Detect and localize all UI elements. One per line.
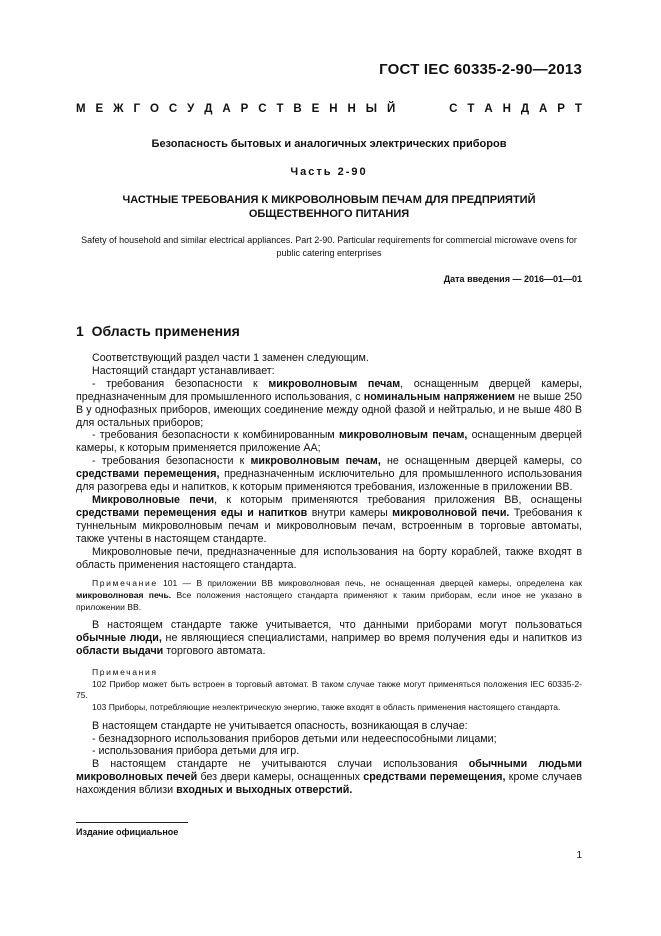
document-title: Безопасность бытовых и аналогичных электрических приборов bbox=[151, 138, 507, 150]
heading-letter: Д bbox=[204, 103, 213, 115]
heading-letter: Г bbox=[133, 103, 141, 115]
heading-letter: Й bbox=[386, 103, 396, 115]
paragraph: - требования безопасности к комбинированным микроволновым печам, оснащенным дверцей камеры, к которым применяется приложение АА; bbox=[76, 429, 583, 455]
heading-letter: Ы bbox=[365, 103, 378, 115]
heading-letter: А bbox=[538, 103, 548, 115]
section-heading bbox=[76, 323, 240, 339]
paragraph: В настоящем стандарте не учитываются случаи использования обычными людьми микроволновых печей без двери камеры, оснащенных средствами перемещения, кроме случаев нахождения вблизи входных и выходных отверстий. bbox=[76, 758, 583, 797]
document-part: Часть 2-90 bbox=[290, 166, 368, 178]
paragraph: Настоящий стандарт устанавливает: bbox=[92, 364, 275, 377]
introduction-date: Дата введения — 2016—01—01 bbox=[443, 274, 582, 284]
heading-letter: У bbox=[187, 103, 195, 115]
heading-letter: Т bbox=[467, 103, 475, 115]
page-number: 1 bbox=[576, 850, 582, 861]
heading-word-gap bbox=[405, 103, 439, 115]
heading-letter: Н bbox=[329, 103, 338, 115]
heading-letter: С bbox=[168, 103, 178, 115]
paragraph: Микроволновые печи, к которым применяются требования приложения ВВ, оснащены средствами перемещения еды и напитков внутри камеры микроволновой печи. Требования к туннельным микроволновым печам и микроволновым печам, встроенным в торговые автоматы, также учтены в настоящем стандарте. bbox=[76, 493, 582, 545]
paragraph: - использования прибора детьми для игр. bbox=[92, 745, 300, 758]
heading-letter: С bbox=[449, 103, 458, 115]
note-102: 102 Прибор может быть встроен в торговый автомат. В таком случае также могут применяться положения IEC 60335-2-75. bbox=[76, 678, 582, 701]
heading-letter: С bbox=[258, 103, 267, 115]
heading-letter: Д bbox=[520, 103, 530, 115]
section-number: 1 bbox=[76, 323, 84, 339]
heading-letter: Н bbox=[347, 103, 356, 115]
heading-letter: Р bbox=[240, 103, 249, 115]
interstate-standard-heading bbox=[76, 103, 582, 115]
notes-heading: Примечания bbox=[92, 666, 158, 677]
document-subtitle: ЧАСТНЫЕ ТРЕБОВАНИЯ К МИКРОВОЛНОВЫМ ПЕЧАМ ДЛЯ ПРЕДПРИЯТИЙ ОБЩЕСТВЕННОГО ПИТАНИЯ bbox=[122, 194, 536, 220]
heading-letter: Ж bbox=[113, 103, 124, 115]
heading-letter: Р bbox=[557, 103, 565, 115]
heading-letter: А bbox=[484, 103, 493, 115]
footer-divider bbox=[76, 822, 188, 823]
heading-letter: Е bbox=[311, 103, 320, 115]
section-title: Область применения bbox=[91, 323, 240, 339]
heading-letter: Н bbox=[502, 103, 511, 115]
section-body bbox=[76, 352, 582, 797]
heading-letter: О bbox=[149, 103, 159, 115]
note-101: Примечание 101 — В приложении ВВ микроволновая печь, не оснащенная дверцей камеры, определена как микроволновая печь. Все положения настоящего стандарта применяют к таким приборам, если иное не указано в приложении ВВ. bbox=[76, 578, 582, 612]
heading-letter: М bbox=[76, 103, 86, 115]
paragraph: - требования безопасности к микроволновым печам, оснащенным дверцей камеры, предназначенным для промышленного использования, с номинальным напряжением не выше 250 В у однофазных приборов, имеющих соединение между одной фазой и нейтралью, и не выше 480 В для остальных приборов; bbox=[76, 377, 582, 429]
note-103: 103 Приборы, потребляющие неэлектрическую энергию, также входят в область применения настоящего стандарта. bbox=[92, 702, 561, 712]
heading-letter: Т bbox=[276, 103, 284, 115]
heading-letter: А bbox=[222, 103, 231, 115]
heading-letter: В bbox=[293, 103, 302, 115]
paragraph: Микроволновые печи, предназначенные для использования на борту кораблей, также входят в область применения настоящего стандарта. bbox=[76, 545, 582, 571]
document-code: ГОСТ IEC 60335-2-90—2013 bbox=[379, 61, 582, 78]
paragraph: В настоящем стандарте также учитывается, что данными приборами могут пользоваться обычные люди, не являющиеся специалистами, например во время получения еды и напитков из области выдачи торгового автомата. bbox=[76, 619, 582, 657]
paragraph: - требования безопасности к микроволновым печам, не оснащенным дверцей камеры, со средствами перемещения, предназначенным исключительно для промышленного использования для разогрева еды и напитков, к которым применяются требования, изложенные в приложении ВВ. bbox=[76, 455, 583, 494]
paragraph: В настоящем стандарте не учитывается опасность, возникающая в случае: bbox=[92, 719, 468, 732]
paragraph: Соответствующий раздел части 1 заменен следующим. bbox=[92, 352, 369, 364]
english-title: Safety of household and similar electrical appliances. Part 2-90. Particular requirements for commercial microwave ovens for public catering enterprises bbox=[81, 235, 577, 258]
paragraph: - безнадзорного использования приборов детьми или недееспособными лицами; bbox=[92, 732, 497, 745]
heading-letter: Т bbox=[574, 103, 582, 115]
heading-letter: Е bbox=[95, 103, 104, 115]
edition-label: Издание официальное bbox=[76, 827, 179, 837]
